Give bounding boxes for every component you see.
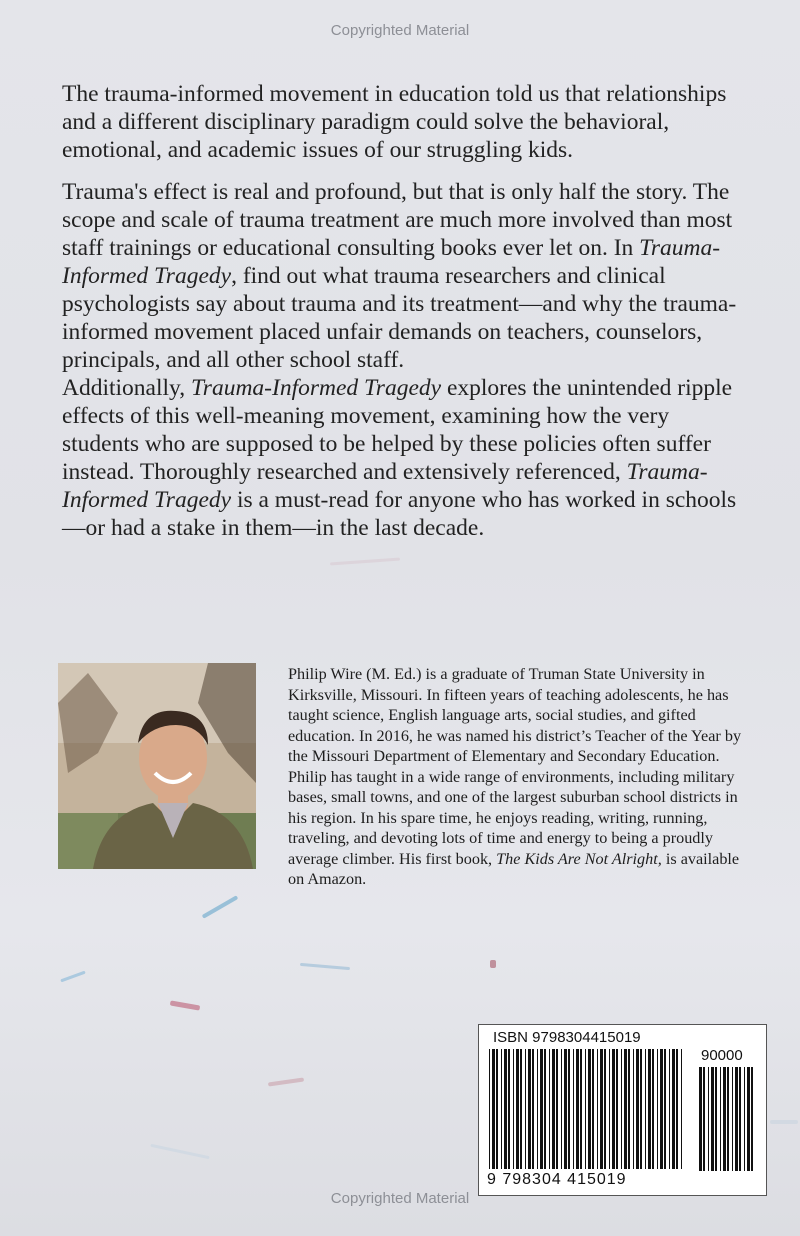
price-addon-code: 90000 (701, 1047, 743, 1064)
bio-text: is available on Amazon. (288, 849, 740, 888)
ean-digits: 9 798304 415019 (487, 1171, 627, 1188)
author-bio (288, 664, 758, 890)
blurb-paragraph-1: The trauma-informed movement in education told us that relationships and a different disciplinary paradigm could solve the behavioral, emotional, and academic issues of our struggling kids. (62, 81, 727, 163)
paint-speck (170, 1000, 200, 1010)
blurb-text: is a must-read for anyone who has worked in schools—or had a stake in them—in the last decade. (62, 487, 737, 541)
bio-text: Philip Wire (M. Ed.) is a graduate of Truman State University in Kirksville, Missouri. In fifteen years of teaching adolescents, he has taught science, English language arts, social studies, and gifted education. In 2016, he was named his district’s Teacher of the Year by the Missouri Department of Elementary and Secondary Education. Philip has taught in a wide range of environments, including military bases, small towns, and one of the largest suburban school districts in his region. In his spare time, he enjoys reading, writing, running, traveling, and devoting lots of time and energy to being a proudly average climber. His first book, (288, 665, 742, 868)
book-title: Trauma-Informed Tragedy (62, 235, 721, 289)
isbn-barcode (478, 1024, 767, 1196)
blurb-text: explores the unintended ripple effects of this well-meaning movement, examining how the very students who are supposed to be helped by these policies often suffer instead. Thoroughly researched and extensively referenced, (62, 375, 733, 485)
blurb-text: Trauma's effect is real and profound, but that is only half the story. The scope and scale of trauma treatment are much more involved than most staff trainings or educational consulting books ever let on. In (62, 179, 733, 261)
previous-book-title: The Kids Are Not Alright, (496, 849, 662, 868)
addon-barcode-bars (697, 1067, 759, 1173)
book-title: Trauma-Informed Tragedy (62, 459, 708, 513)
blurb-text: Additionally, (62, 375, 192, 401)
isbn-label: ISBN 9798304415019 (493, 1029, 641, 1046)
author-photo (58, 663, 256, 869)
paint-speck (330, 558, 400, 566)
blurb-paragraph-3 (62, 374, 752, 542)
book-title: Trauma-Informed Tragedy (191, 375, 442, 401)
blurb-text: , find out what trauma researchers and clinical psychologists say about trauma and its treatment—and why the trauma-informed movement placed unfair demands on teachers, counselors, principals, and all other school staff. (62, 263, 737, 373)
paint-speck (770, 1120, 798, 1124)
copyright-watermark: Copyrighted Material (330, 1190, 470, 1207)
paint-speck (490, 960, 496, 968)
paint-speck (300, 963, 350, 970)
ean-barcode-bars (487, 1049, 687, 1173)
paint-speck (150, 1144, 209, 1159)
paint-speck (202, 895, 239, 918)
paint-speck (60, 971, 85, 983)
blurb-paragraph-2 (62, 178, 752, 374)
paint-speck (268, 1078, 304, 1087)
copyright-watermark: Copyrighted Material (330, 22, 470, 39)
